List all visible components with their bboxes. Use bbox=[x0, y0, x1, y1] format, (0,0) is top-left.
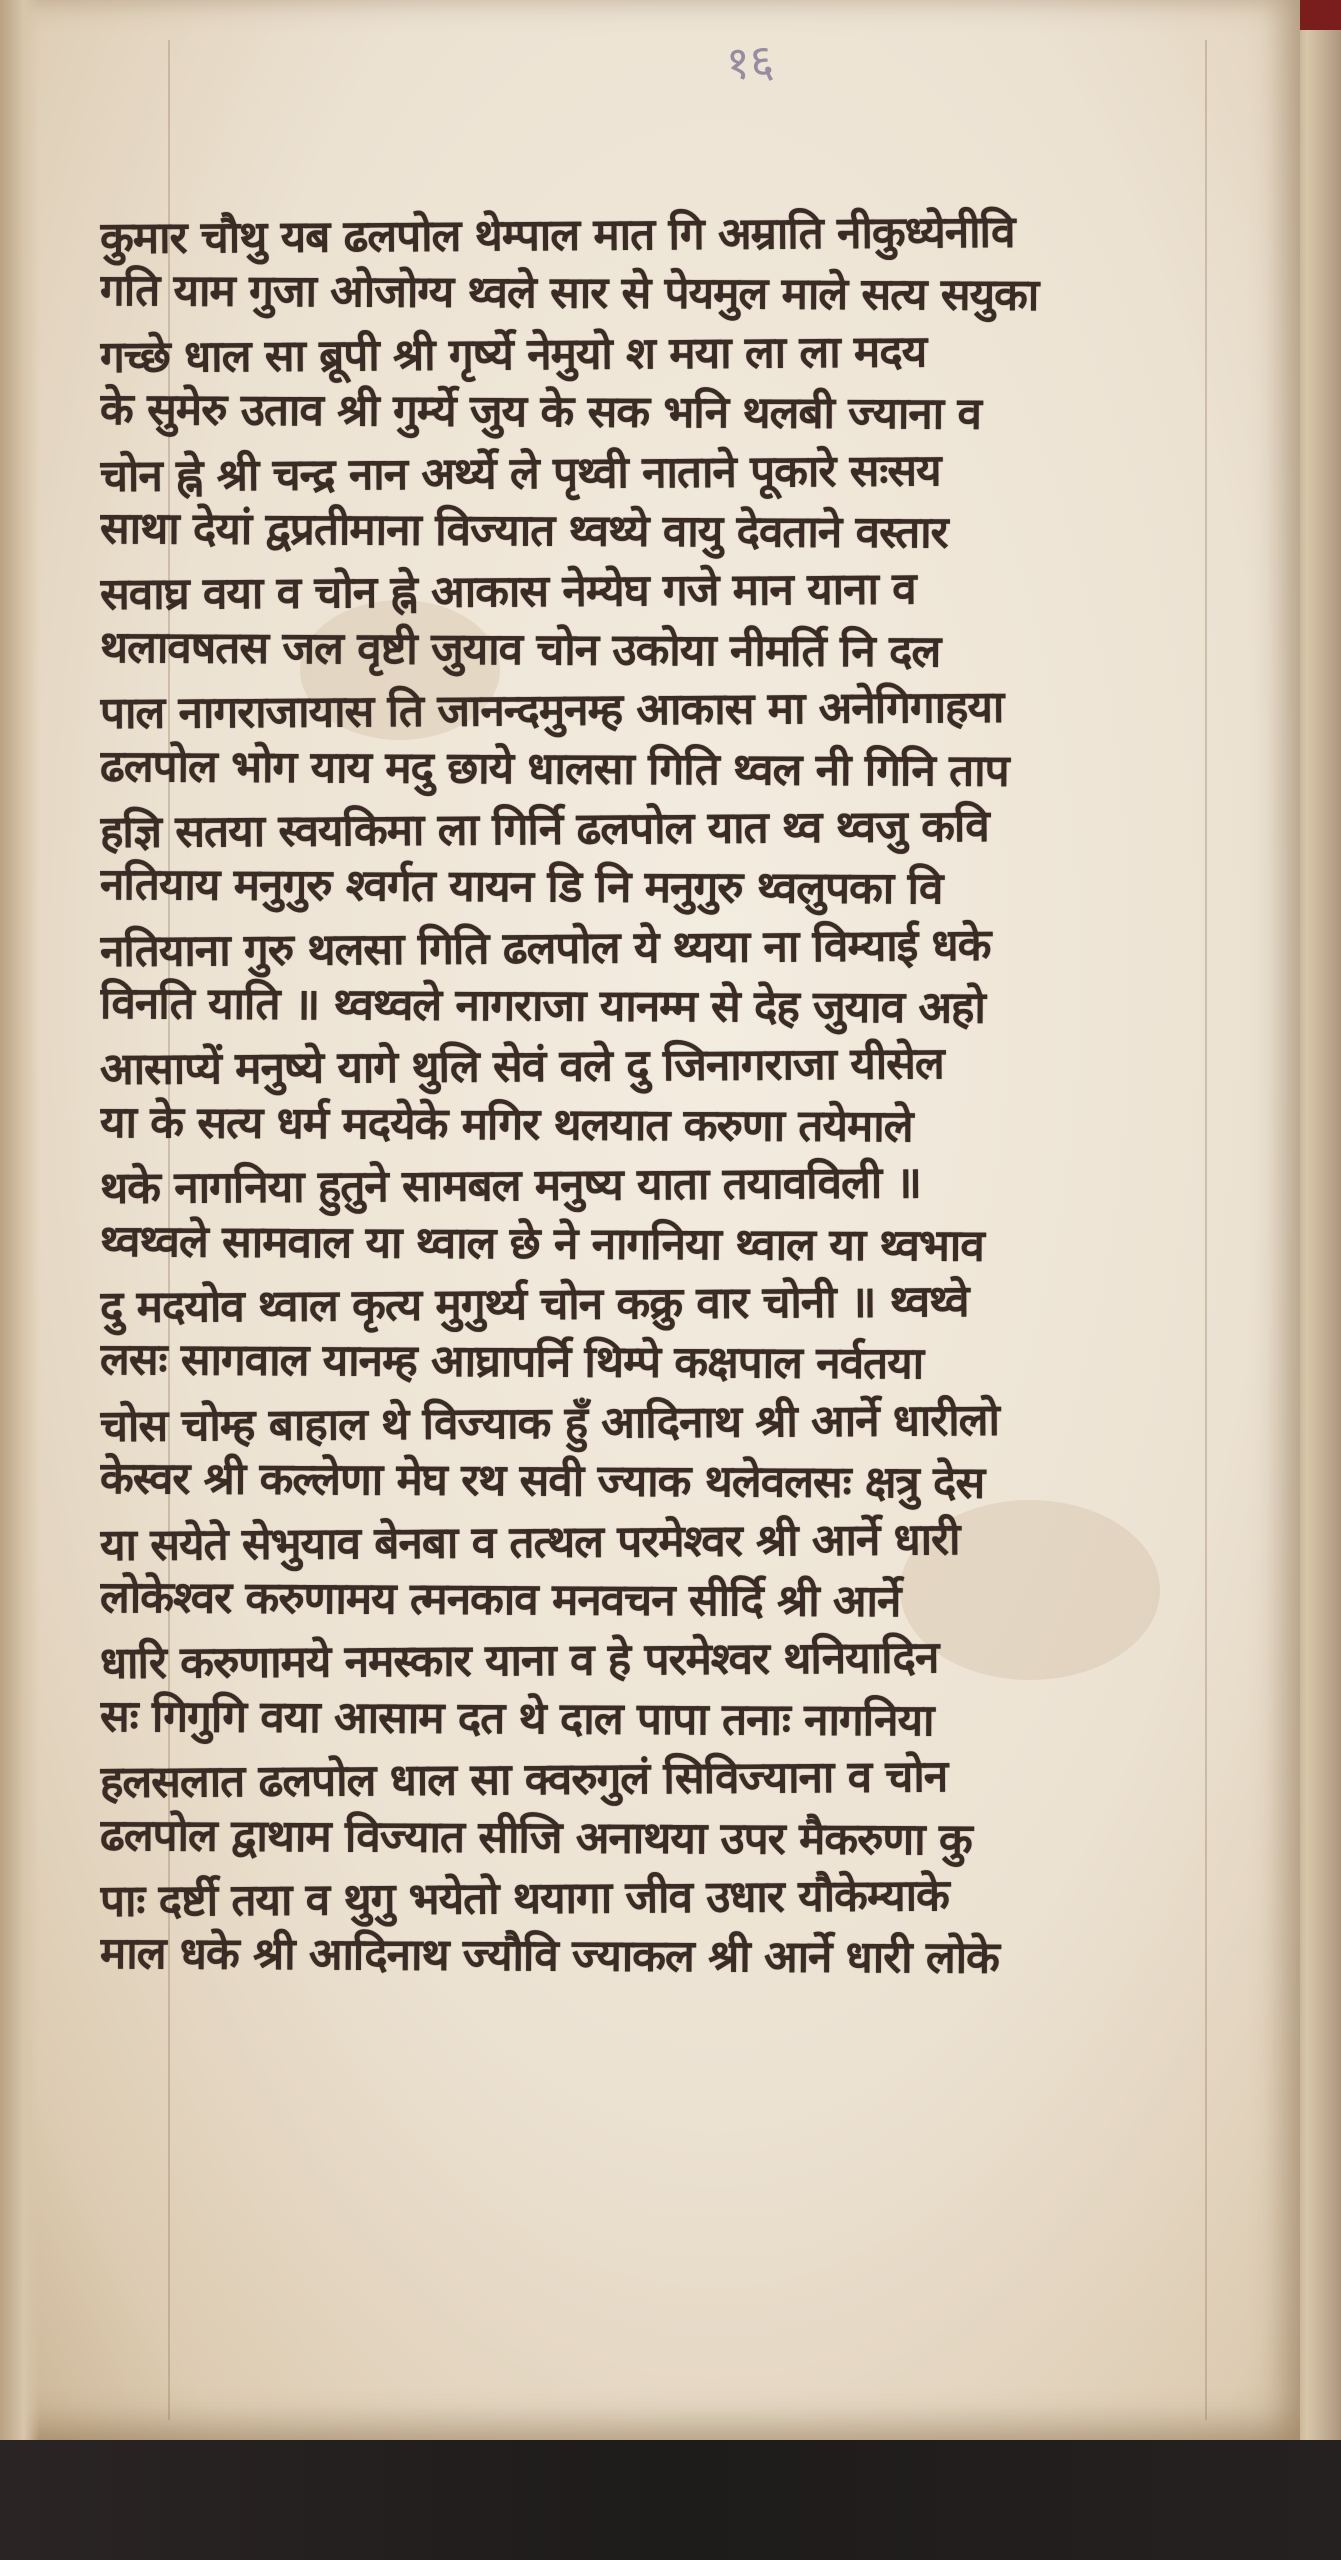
manuscript-line: सवाघ्र वया व चोन ह्ने आकास नेम्येघ गजे मान याना व bbox=[99, 563, 916, 621]
manuscript-line: साथा देयां द्वप्रतीमाना विज्यात थ्वथ्ये वायु देवताने वस्तार bbox=[99, 502, 948, 559]
manuscript-line: के सुमेरु उताव श्री गुर्म्ये जुय के सक भनि थलबी ज्याना व bbox=[99, 384, 982, 440]
manuscript-line: चोस चोम्ह बाहाल थे विज्याक हुँ आदिनाथ श्री आर्ने धारीलो bbox=[99, 1394, 1000, 1452]
manuscript-line: दु मदयोव थ्वाल कृत्य मुगुर्थ्य चोन कक्रु वार चोनी ॥ थ्वथ्वे bbox=[99, 1276, 969, 1334]
manuscript-line: ढलपोल भोग याय मदु छाये धालसा गिति थ्वल नी गिनि ताप bbox=[99, 740, 1009, 797]
manuscript-line: गति याम गुजा ओजोग्य थ्वले सार से पेयमुल माले सत्य सयुका bbox=[99, 265, 1039, 322]
manuscript-line: हलसलात ढलपोल धाल सा क्वरुगुलं सिविज्याना व चोन bbox=[99, 1751, 948, 1809]
manuscript-line: थ्वथ्वले सामवाल या थ्वाल छे ने नागनिया थ्वाल या थ्वभाव bbox=[99, 1215, 984, 1272]
folio-number: १६ bbox=[724, 33, 776, 91]
manuscript-line: या के सत्य धर्म मदयेके मगिर थलयात करुणा तयेमाले bbox=[99, 1096, 913, 1153]
manuscript-line: पाल नागराजायास ति जानन्दमुनम्ह आकास मा अनेगिगाहया bbox=[99, 681, 1004, 740]
page-spine-shadow bbox=[0, 0, 40, 2440]
manuscript-line: थलावषतस जल वृष्टी जुयाव चोन उकोया नीमर्ति नि दल bbox=[99, 621, 941, 678]
manuscript-line: पाः दर्ष्टी तया व थुगु भयेतो थयागा जीव उधार यौकेम्याके bbox=[99, 1870, 950, 1927]
manuscript-line: या सयेते सेभुयाव बेनबा व तत्थल परमेश्वर श्री आर्ने धारी bbox=[99, 1513, 960, 1571]
manuscript-line: थके नागनिया हुतुने सामबल मनुष्य याता तयावविली ॥ bbox=[99, 1157, 922, 1215]
manuscript-line: केस्वर श्री कल्लेणा मेघ रथ सवी ज्याक थलेवलसः क्षत्रु देस bbox=[99, 1453, 985, 1509]
manuscript-line: धारि करुणामये नमस्कार याना व हे परमेश्वर थनियादिन bbox=[99, 1632, 939, 1690]
manuscript-line: चोन ह्ने श्री चन्द्र नान अर्थ्ये ले पृथ्वी नाताने पूकारे सःसय bbox=[99, 444, 941, 502]
manuscript-line: माल धके श्री आदिनाथ ज्यौवि ज्याकल श्री आर्ने धारी लोके bbox=[99, 1928, 1000, 1984]
manuscript-line: नतियाय मनुगुरु श्वर्गत यायन डि नि मनुगुरु थ्वलुपका वि bbox=[99, 859, 943, 915]
manuscript-line: लोकेश्वर करुणामय त्मनकाव मनवचन सीर्दि श्री आर्ने bbox=[99, 1571, 901, 1628]
manuscript-line: ढलपोल द्वाथाम विज्यात सीजि अनाथया उपर मैकरुणा कु bbox=[99, 1809, 972, 1866]
manuscript-line: कुमार चौथु यब ढलपोल थेम्पाल मात गि अम्राति नीकुध्येनीवि bbox=[99, 206, 1015, 265]
manuscript-line: विनति याति ॥ थ्वथ्वले नागराजा यानम्म से देह जुयाव अहो bbox=[99, 978, 985, 1034]
manuscript-line: नतियाना गुरु थलसा गिति ढलपोल ये थ्यया ना विम्याई धके bbox=[99, 919, 991, 977]
manuscript-line: हज्ञि सतया स्वयकिमा ला गिर्नि ढलपोल यात थ्व थ्वजु कवि bbox=[99, 800, 989, 858]
manuscript-line: सः गिगुगि वया आसाम दत थे दाल पापा तनाः नागनिया bbox=[99, 1690, 934, 1747]
manuscript-line: गच्छे धाल सा ब्रूपी श्री गृर्ष्ये नेमुयो श मया ला ला मदय bbox=[99, 326, 927, 383]
manuscript-text-block bbox=[100, 205, 1260, 1987]
manuscript-line: लसः सागवाल यानम्ह आघ्रापर्नि थिम्पे कक्षपाल नर्वतया bbox=[99, 1334, 924, 1390]
manuscript-line: आसाप्यें मनुष्ये यागे थुलि सेवं वले दु जिनागराजा यीसेल bbox=[99, 1038, 944, 1096]
